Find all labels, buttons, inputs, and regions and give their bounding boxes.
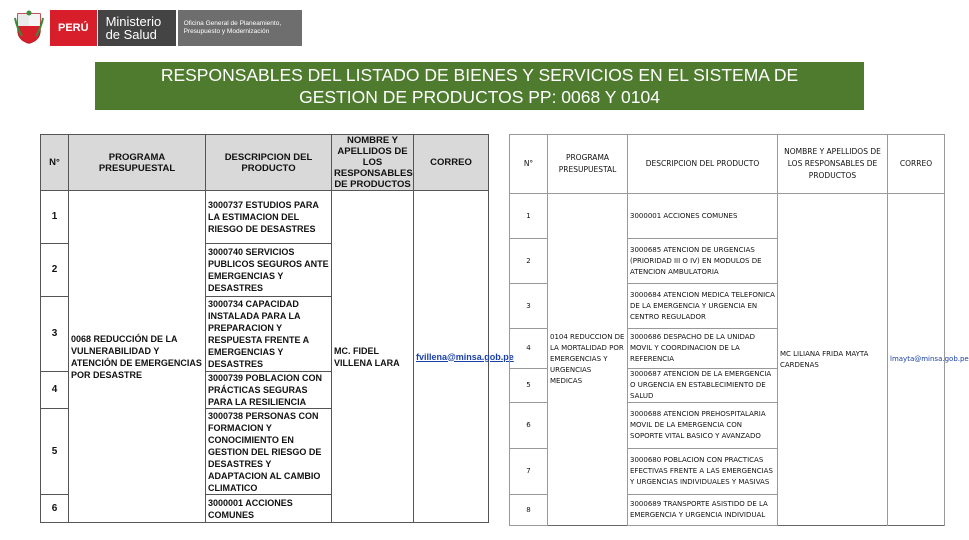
responsible-cell: MC. FIDEL VILLENA LARA	[332, 191, 414, 523]
peru-label: PERÚ	[50, 10, 97, 46]
email-link[interactable]: lmayta@minsa.gob.pe	[888, 194, 945, 526]
product-cell: 3000686 DESPACHO DE LA UNIDAD MOVIL Y COORDINACION DE LA REFERENCIA	[628, 329, 778, 369]
header-email: CORREO	[888, 135, 945, 194]
minsa-logo	[14, 10, 302, 46]
header-program: PROGRAMA PRESUPUESTAL	[548, 135, 628, 194]
office-line1: Oficina General de Planeamiento,	[183, 20, 282, 27]
ministry-name	[97, 10, 176, 46]
table-pp-0068	[40, 134, 514, 523]
row-number: 1	[510, 194, 548, 239]
office-line2: Presupuesto y Modernización	[183, 28, 270, 35]
table-header-row	[41, 135, 489, 191]
row-number: 2	[510, 239, 548, 284]
row-number: 7	[510, 449, 548, 495]
header-responsible: NOMBRE Y APELLIDOS DE LOS RESPONSABLES DE PRODUCTOS	[332, 135, 414, 191]
row-number: 5	[41, 409, 69, 495]
header-product: DESCRIPCION DEL PRODUCTO	[628, 135, 778, 194]
page-title-banner	[95, 62, 864, 110]
row-number: 5	[510, 369, 548, 403]
office-name	[178, 10, 302, 46]
product-cell: 3000737 ESTUDIOS PARA LA ESTIMACION DEL RIESGO DE DESASTRES	[206, 191, 332, 244]
header-product: DESCRIPCION DEL PRODUCTO	[206, 135, 332, 191]
row-number: 3	[510, 284, 548, 329]
row-number: 8	[510, 495, 548, 526]
row-number: 6	[510, 403, 548, 449]
table-row	[41, 191, 489, 244]
header-program: PROGRAMA PRESUPUESTAL	[69, 135, 206, 191]
product-cell: 3000734 CAPACIDAD INSTALADA PARA LA PREPARACION Y RESPUESTA FRENTE A EMERGENCIAS Y DESASTRES	[206, 297, 332, 372]
header-number: N°	[41, 135, 69, 191]
row-number: 3	[41, 297, 69, 372]
coat-of-arms-icon	[14, 10, 44, 44]
email-link[interactable]: fvillena@minsa.gob.pe	[414, 191, 489, 523]
product-cell: 3000738 PERSONAS CON FORMACION Y CONOCIMIENTO EN GESTION DEL RIESGO DE DESASTRES Y ADAPTACION AL CAMBIO CLIMATICO	[206, 409, 332, 495]
header-responsible: NOMBRE Y APELLIDOS DE LOS RESPONSABLES DE PRODUCTOS	[778, 135, 888, 194]
row-number: 4	[510, 329, 548, 369]
responsible-cell: MC LILIANA FRIDA MAYTA CARDENAS	[778, 194, 888, 526]
product-cell: 3000740 SERVICIOS PUBLICOS SEGUROS ANTE EMERGENCIAS Y DESASTRES	[206, 244, 332, 297]
table-row	[510, 194, 945, 239]
row-number: 4	[41, 372, 69, 409]
header-email: CORREO	[414, 135, 489, 191]
row-number: 2	[41, 244, 69, 297]
title-line1: RESPONSABLES DEL LISTADO DE BIENES Y SERVICIOS EN EL SISTEMA DE	[160, 65, 799, 85]
header-number: N°	[510, 135, 548, 194]
row-number: 1	[41, 191, 69, 244]
product-cell: 3000680 POBLACION CON PRACTICAS EFECTIVAS FRENTE A LAS EMERGENCIAS Y URGENCIAS INDIVIDUALES Y MASIVAS	[628, 449, 778, 495]
product-cell: 3000001 ACCIONES COMUNES	[628, 194, 778, 239]
ministry-line1: Ministerio	[105, 14, 162, 29]
product-cell: 3000739 POBLACION CON PRÁCTICAS SEGURAS PARA LA RESILIENCIA	[206, 372, 332, 409]
program-cell: 0104 REDUCCION DE LA MORTALIDAD POR EMERGENCIAS Y URGENCIAS MEDICAS	[548, 194, 628, 526]
row-number: 6	[41, 495, 69, 523]
title-line2: GESTION DE PRODUCTOS PP: 0068 Y 0104	[299, 87, 660, 107]
product-cell: 3000685 ATENCION DE URGENCIAS (PRIORIDAD III O IV) EN MODULOS DE ATENCION AMBULATORIA	[628, 239, 778, 284]
program-cell: 0068 REDUCCIÓN DE LA VULNERABILIDAD Y ATENCIÓN DE EMERGENCIAS POR DESASTRE	[69, 191, 206, 523]
product-cell: 3000684 ATENCION MEDICA TELEFONICA DE LA EMERGENCIA Y URGENCIA EN CENTRO REGULADOR	[628, 284, 778, 329]
table-pp-0104	[509, 134, 969, 526]
product-cell: 3000688 ATENCION PREHOSPITALARIA MOVIL DE LA EMERGENCIA CON SOPORTE VITAL BASICO Y AVANZADO	[628, 403, 778, 449]
product-cell: 3000689 TRANSPORTE ASISTIDO DE LA EMERGENCIA Y URGENCIA INDIVIDUAL	[628, 495, 778, 526]
product-cell: 3000001 ACCIONES COMUNES	[206, 495, 332, 523]
product-cell: 3000687 ATENCION DE LA EMERGENCIA O URGENCIA EN ESTABLECIMIENTO DE SALUD	[628, 369, 778, 403]
ministry-line2: de Salud	[105, 27, 157, 42]
table-header-row	[510, 135, 945, 194]
